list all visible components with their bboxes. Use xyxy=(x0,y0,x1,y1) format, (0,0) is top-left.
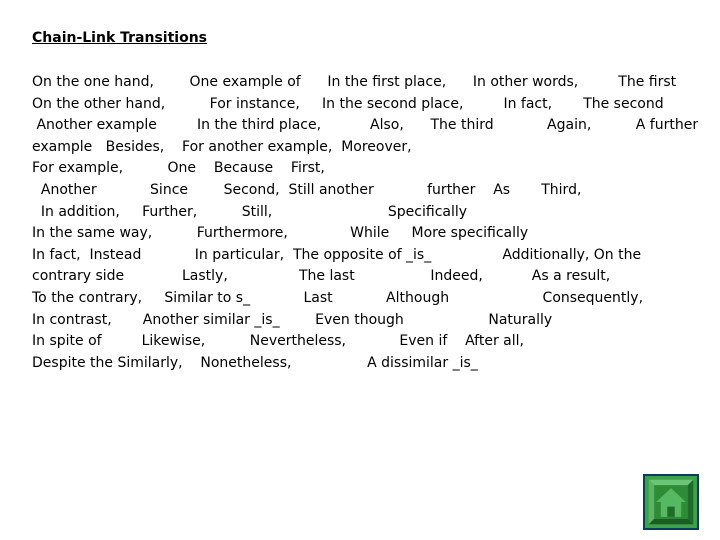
text-line-7: In addition, Further, Still, Specifically xyxy=(32,203,468,220)
text-line-6: Another Since Second, Still another further As Third, xyxy=(32,181,582,198)
text-line-1: On the one hand, One example of In the first place, In other words, The first xyxy=(32,74,677,90)
text-line-12: In contrast, Another similar _is_ Even though Naturally xyxy=(32,311,553,328)
transitions-list xyxy=(32,72,702,374)
text-line-3: Another example In the third place, Also, The third Again, A further xyxy=(32,117,699,134)
home-icon xyxy=(645,476,697,528)
text-line-13: In spite of Likewise, Nevertheless, Even if After all, xyxy=(32,333,524,350)
text-line-11: To the contrary, Similar to s_ Last Although Consequently, xyxy=(32,289,644,306)
text-line-14: Despite the Similarly, Nonetheless, A dissimilar _is_ xyxy=(32,354,478,371)
home-button[interactable] xyxy=(643,474,699,530)
text-line-5: For example, One Because First, xyxy=(32,160,325,177)
page-title: Chain-Link Transitions xyxy=(32,30,208,46)
text-line-9: In fact, Instead In particular, The opposite of _is_ Additionally, On the xyxy=(32,246,642,263)
text-line-2: On the other hand, For instance, In the second place, In fact, The second xyxy=(32,95,664,112)
text-line-8: In the same way, Furthermore, While More specifically xyxy=(32,225,529,242)
text-line-4: example Besides, For another example, Moreover, xyxy=(32,138,412,155)
text-line-10: contrary side Lastly, The last Indeed, As a result, xyxy=(32,268,611,285)
